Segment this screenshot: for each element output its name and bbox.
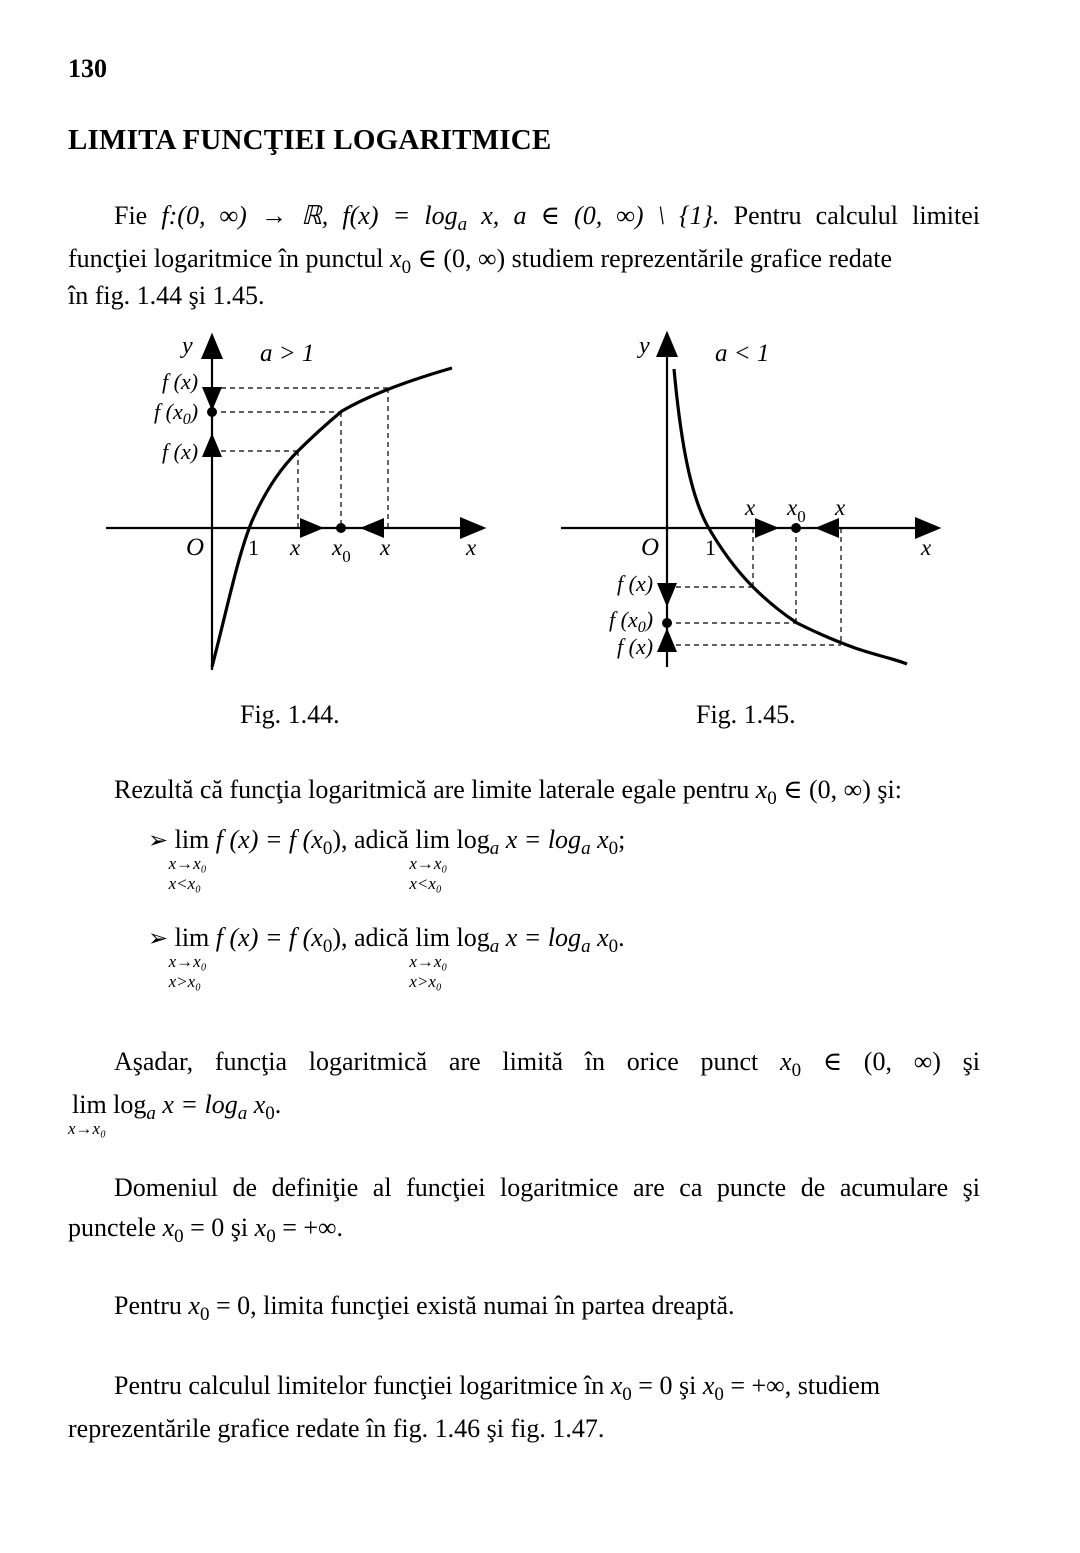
label-x-axis: x [921, 535, 932, 560]
pentru-calc-line-1: Pentru calculul limitelor funcţiei logaritmice în $x_0 = 0$ şi $x_0$ = +∞, studiem [114, 1371, 881, 1405]
page-number: 130 [68, 54, 107, 83]
result-line: Rezultă că funcţia logaritmică are limite laterale egale pentru $x_0$ ∈ (0, ∞) şi: [114, 775, 902, 809]
label-O: O [186, 534, 205, 561]
label-x-right: x [835, 495, 846, 520]
label-one: 1 [705, 535, 716, 560]
label-x0: $x_0$ [332, 535, 351, 566]
asadar-line-1: Aşadar, funcţia logaritmică are limită în orice punct $x_0$ ∈ (0, ∞) şi [114, 1047, 980, 1081]
figure-1-45 [555, 325, 955, 680]
log-curve [212, 368, 452, 667]
label-fx-top: f (x) [162, 369, 199, 394]
asadar-line-2: lim x→x₀ $\log_a x = \log_a x_0$. [68, 1085, 980, 1128]
caption-fig-1-44: Fig. 1.44. [240, 700, 340, 729]
lim-operator: lim x→x₀ x<x₀ [409, 825, 451, 893]
label-fx0: f $(x_0)$ [154, 399, 199, 428]
figure-1-44 [100, 325, 500, 680]
label-x-left: x [745, 495, 756, 520]
lim-operator: lim x→x₀ x>x₀ [409, 923, 451, 991]
label-x0: $x_0$ [787, 495, 806, 526]
label-condition: a > 1 [260, 340, 315, 367]
label-x-right: x [380, 535, 391, 560]
label-fx-top: f (x) [617, 571, 654, 596]
label-fx-bottom: f (x) [617, 634, 654, 659]
pentru-zero-line: Pentru $x_0 = 0$, limita funcţiei există numai în partea dreaptă. [114, 1291, 735, 1325]
label-x-left: x [290, 535, 301, 560]
lim-operator: lim x→x₀ [68, 1090, 107, 1138]
caption-fig-1-45: Fig. 1.45. [696, 700, 796, 729]
lim-operator: lim x→x₀ x<x₀ [168, 825, 210, 893]
label-fx-bottom: f (x) [162, 439, 199, 464]
bullet-right-limit: ➢ lim x→x₀ x>x₀ f (x) = f $(x_0)$, adică lim x→x₀ x>x₀ $\log_a x = \log_a x_0$. [148, 918, 625, 961]
intro-line-2: funcţiei logaritmice în punctul $x_0$ ∈ (0, ∞) studiem reprezentările grafice redate [68, 244, 893, 278]
section-title: LIMITA FUNCŢIEI LOGARITMICE [68, 124, 552, 156]
label-O: O [641, 534, 660, 561]
label-fx0: f $(x_0)$ [609, 607, 654, 636]
pentru-calc-line-2: reprezentările grafice redate în fig. 1.46 şi fig. 1.47. [68, 1414, 605, 1443]
pentru-calc-paragraph [68, 1366, 980, 1449]
asadar-paragraph [68, 1042, 980, 1138]
label-condition: a < 1 [715, 340, 770, 367]
domeniul-line-2: punctele $x_0 = 0$ şi $x_0$ = +∞. [68, 1213, 344, 1247]
label-x-axis: x [466, 535, 477, 560]
label-y: y [182, 333, 193, 359]
intro-line-1: Fie f:(0, ∞) → ℝ, $f(x) = \log_a x$, a ∈ (0, ∞) \ {1}. Pentru calculul limitei [114, 201, 981, 235]
intro-line-3: în fig. 1.44 şi 1.45. [68, 281, 265, 310]
lim-operator: lim x→x₀ x>x₀ [168, 923, 210, 991]
domeniul-line-1: Domeniul de definiţie al funcţiei logaritmice are ca puncte de acumulare şi [114, 1173, 980, 1202]
bullet-left-limit: ➢ lim x→x₀ x<x₀ f (x) = f $(x_0)$, adică lim x→x₀ x<x₀ $\log_a x = \log_a x_0$; [148, 820, 625, 863]
label-y: y [639, 333, 650, 359]
domeniul-paragraph [68, 1168, 980, 1251]
guide-lines [212, 388, 388, 528]
label-one: 1 [248, 535, 259, 560]
intro-paragraph [68, 196, 980, 316]
